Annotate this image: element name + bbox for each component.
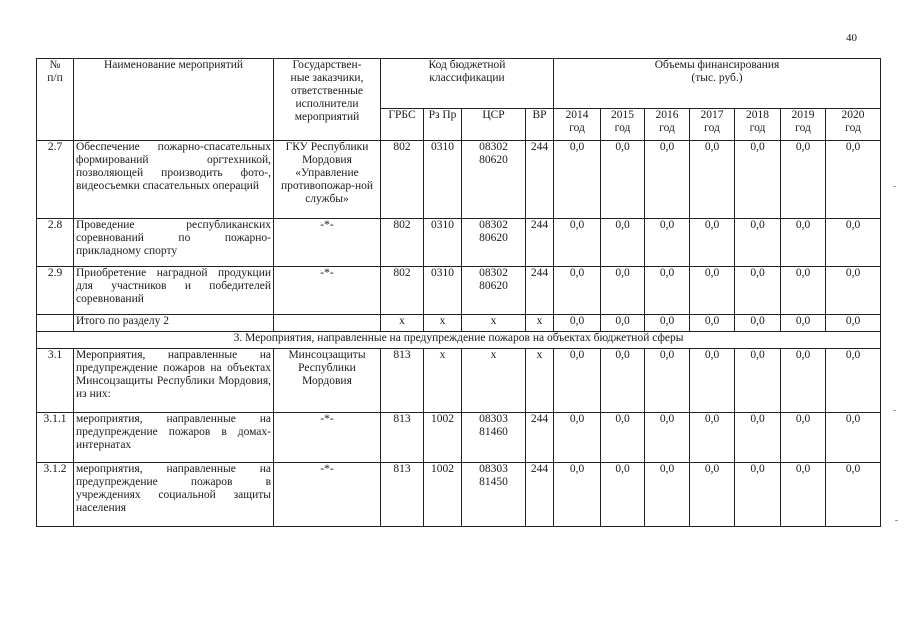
header-year-2018: 2018 год	[735, 109, 781, 141]
scan-mark	[893, 410, 896, 411]
total-row	[37, 315, 881, 332]
row-num: 2.7	[37, 141, 74, 219]
row-value-2017: 0,0	[690, 219, 735, 267]
total-value-2018: 0,0	[735, 315, 781, 332]
section-3-title: 3. Мероприятия, направленные на предупреждение пожаров на объектах бюджетной сферы	[37, 332, 881, 349]
row-vr: x	[526, 349, 554, 413]
row-rzpr: 0310	[424, 267, 462, 315]
financing-table	[36, 58, 881, 527]
row-value-2014: 0,0	[554, 413, 601, 463]
header-vr: ВР	[526, 109, 554, 141]
row-value-2017: 0,0	[690, 141, 735, 219]
row-value-2019: 0,0	[781, 413, 826, 463]
row-customer: -*-	[274, 463, 381, 527]
header-year-2014: 2014 год	[554, 109, 601, 141]
row-vr: 244	[526, 413, 554, 463]
row-rzpr: 0310	[424, 219, 462, 267]
table-row	[37, 413, 881, 463]
header-grbs: ГРБС	[381, 109, 424, 141]
row-value-2017: 0,0	[690, 349, 735, 413]
scan-mark	[895, 520, 898, 521]
row-num: 3.1.1	[37, 413, 74, 463]
row-value-2015: 0,0	[601, 267, 645, 315]
row-name: Приобретение наградной продукции для участников и победителей соревнований	[74, 267, 274, 315]
row-csr: 08302 80620	[462, 219, 526, 267]
row-customer: -*-	[274, 267, 381, 315]
row-value-2016: 0,0	[645, 219, 690, 267]
row-value-2015: 0,0	[601, 141, 645, 219]
row-value-2020: 0,0	[826, 413, 881, 463]
row-value-2016: 0,0	[645, 413, 690, 463]
row-grbs: 813	[381, 413, 424, 463]
row-rzpr: 1002	[424, 413, 462, 463]
header-row-1	[37, 59, 881, 109]
scan-mark	[893, 186, 896, 187]
row-customer: -*-	[274, 219, 381, 267]
row-value-2014: 0,0	[554, 267, 601, 315]
row-value-2014: 0,0	[554, 219, 601, 267]
row-name: Мероприятия, направленные на предупреждение пожаров на объектах Минсоцзащиты Республики Мордовия, из них:	[74, 349, 274, 413]
table-row	[37, 463, 881, 527]
row-grbs: 813	[381, 463, 424, 527]
row-value-2014: 0,0	[554, 141, 601, 219]
row-value-2015: 0,0	[601, 413, 645, 463]
row-value-2019: 0,0	[781, 219, 826, 267]
header-num: № п/п	[37, 59, 74, 141]
row-rzpr: x	[424, 349, 462, 413]
header-customer: Государствен- ные заказчики, ответственные исполнители мероприятий	[274, 59, 381, 141]
row-value-2018: 0,0	[735, 413, 781, 463]
row-value-2018: 0,0	[735, 219, 781, 267]
row-value-2019: 0,0	[781, 463, 826, 527]
row-num: 2.8	[37, 219, 74, 267]
row-csr: x	[462, 349, 526, 413]
row-value-2017: 0,0	[690, 463, 735, 527]
total-value-2017: 0,0	[690, 315, 735, 332]
row-value-2014: 0,0	[554, 349, 601, 413]
row-value-2018: 0,0	[735, 267, 781, 315]
table-row	[37, 141, 881, 219]
row-value-2020: 0,0	[826, 141, 881, 219]
row-vr: 244	[526, 463, 554, 527]
row-value-2020: 0,0	[826, 219, 881, 267]
total-vr: x	[526, 315, 554, 332]
row-value-2015: 0,0	[601, 463, 645, 527]
row-value-2018: 0,0	[735, 463, 781, 527]
header-year-2016: 2016 год	[645, 109, 690, 141]
row-csr: 08302 80620	[462, 267, 526, 315]
row-name: Обеспечение пожарно-спасательных формирований оргтехникой, позволяющей производить фото-, видеосъемки спасательных операций	[74, 141, 274, 219]
row-rzpr: 0310	[424, 141, 462, 219]
row-grbs: 802	[381, 267, 424, 315]
row-name: мероприятия, направленные на предупреждение пожаров в домах-интернатах	[74, 413, 274, 463]
row-grbs: 802	[381, 219, 424, 267]
row-csr: 08303 81450	[462, 463, 526, 527]
header-csr: ЦСР	[462, 109, 526, 141]
row-customer: -*-	[274, 413, 381, 463]
total-rzpr: x	[424, 315, 462, 332]
total-value-2019: 0,0	[781, 315, 826, 332]
total-value-2015: 0,0	[601, 315, 645, 332]
header-kbk: Код бюджетной классификации	[381, 59, 554, 109]
total-value-2016: 0,0	[645, 315, 690, 332]
total-value-2014: 0,0	[554, 315, 601, 332]
total-customer	[274, 315, 381, 332]
total-name: Итого по разделу 2	[74, 315, 274, 332]
row-vr: 244	[526, 219, 554, 267]
row-customer: Минсоцзащиты Республики Мордовия	[274, 349, 381, 413]
section-title-row	[37, 332, 881, 349]
header-year-2019: 2019 год	[781, 109, 826, 141]
row-csr: 08302 80620	[462, 141, 526, 219]
row-customer: ГКУ Республики Мордовия «Управление противопожар-ной службы»	[274, 141, 381, 219]
row-value-2017: 0,0	[690, 413, 735, 463]
row-vr: 244	[526, 267, 554, 315]
table-row	[37, 349, 881, 413]
total-grbs: x	[381, 315, 424, 332]
row-value-2015: 0,0	[601, 219, 645, 267]
row-value-2014: 0,0	[554, 463, 601, 527]
row-value-2020: 0,0	[826, 463, 881, 527]
table-row	[37, 219, 881, 267]
row-value-2019: 0,0	[781, 141, 826, 219]
header-name: Наименование мероприятий	[74, 59, 274, 141]
row-name: Проведение республиканских соревнований по пожарно-прикладному спорту	[74, 219, 274, 267]
row-value-2018: 0,0	[735, 141, 781, 219]
row-value-2016: 0,0	[645, 141, 690, 219]
row-value-2019: 0,0	[781, 267, 826, 315]
row-grbs: 813	[381, 349, 424, 413]
row-value-2016: 0,0	[645, 349, 690, 413]
row-value-2017: 0,0	[690, 267, 735, 315]
row-vr: 244	[526, 141, 554, 219]
row-rzpr: 1002	[424, 463, 462, 527]
row-value-2016: 0,0	[645, 463, 690, 527]
row-value-2015: 0,0	[601, 349, 645, 413]
row-value-2020: 0,0	[826, 349, 881, 413]
total-num	[37, 315, 74, 332]
row-num: 3.1.2	[37, 463, 74, 527]
header-year-2017: 2017 год	[690, 109, 735, 141]
row-grbs: 802	[381, 141, 424, 219]
row-name: мероприятия, направленные на предупреждение пожаров в учреждениях социальной защиты населения	[74, 463, 274, 527]
total-value-2020: 0,0	[826, 315, 881, 332]
header-finance: Объемы финансирования (тыс. руб.)	[554, 59, 881, 109]
row-value-2019: 0,0	[781, 349, 826, 413]
row-value-2020: 0,0	[826, 267, 881, 315]
row-num: 2.9	[37, 267, 74, 315]
row-value-2016: 0,0	[645, 267, 690, 315]
row-value-2018: 0,0	[735, 349, 781, 413]
header-rzpr: Рз Пр	[424, 109, 462, 141]
row-csr: 08303 81460	[462, 413, 526, 463]
row-num: 3.1	[37, 349, 74, 413]
total-csr: x	[462, 315, 526, 332]
header-year-2015: 2015 год	[601, 109, 645, 141]
header-year-2020: 2020 год	[826, 109, 881, 141]
page-number: 40	[846, 32, 857, 44]
table-row	[37, 267, 881, 315]
